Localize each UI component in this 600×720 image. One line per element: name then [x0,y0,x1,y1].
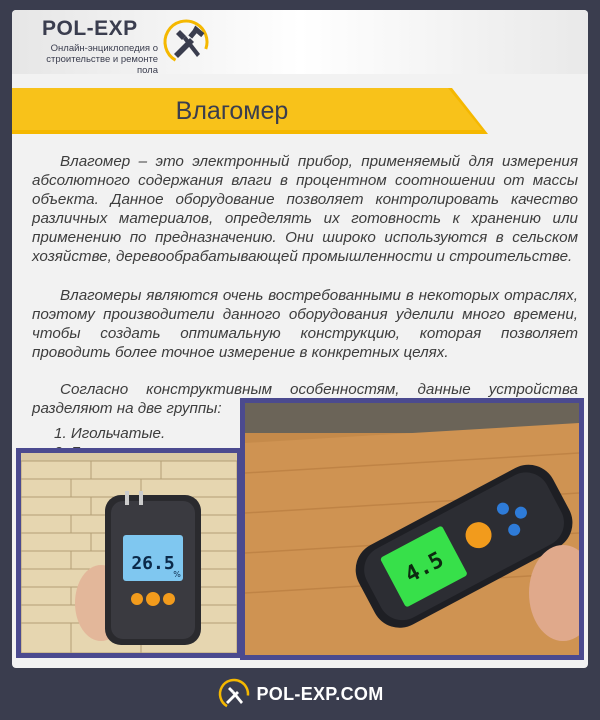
contactless-meter-photo [240,398,584,660]
needle-meter-photo [16,448,242,658]
board-illustration [245,403,579,655]
paragraph-3-text: Согласно конструктивным особенностям, данные устройства разделяют на две группы: [32,381,578,417]
lumber-stack-illustration [21,453,237,653]
needle-meter-reading: 26.5 [131,553,175,574]
paragraph-2-text: Влагомеры являются очень востребованными в некоторых отраслях, поэтому производители данного оборудования уделили много времени, чтобы создать оптимальную конструкцию, которая позволяет проводить более точное измерение в конкретных целях. [32,287,578,361]
paragraph-1-text: Влагомер – это электронный прибор, применяемый для измерения абсолютного содержания влаги в процентном соотношении от массы объекта. Данное оборудование позволяет контролировать качество различных материалов, определять их готовность к хранению или применению по предназначению. Они широко используются в сельском хозяйстве, деревообрабатывающей промышленности и строительстве. [32,153,578,265]
title-banner [12,88,488,134]
tools-logo-icon [160,16,212,68]
site-header [12,10,588,74]
site-footer [0,668,600,720]
needle-meter-unit: % [173,570,181,579]
paragraph-demand [32,286,578,362]
page-title: Влагомер [175,96,289,125]
brand-subtitle: Онлайн-энциклопедия о строительстве и ремонте пола [46,43,158,76]
paragraph-definition [32,152,578,266]
brand-name: POL-EXP [42,17,138,40]
footer-site-name[interactable]: POL-EXP.COM [256,683,384,704]
contactless-meter-reading: 4.5 [401,547,448,589]
list-item: 1. Игольчатые. [54,425,166,442]
footer-logo-icon [217,677,251,711]
